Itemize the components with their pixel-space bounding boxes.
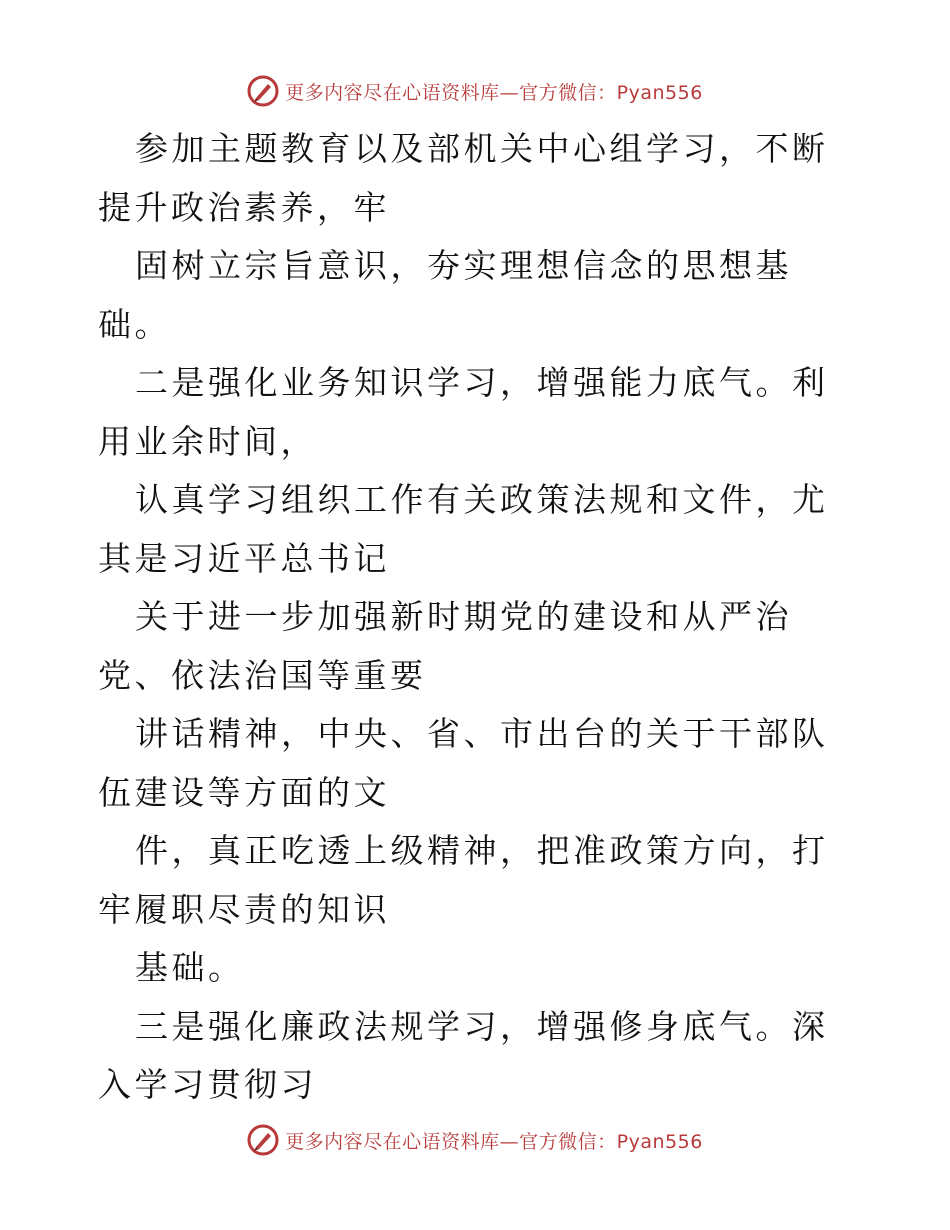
footer-banner (0, 1120, 950, 1160)
header-banner (0, 71, 950, 111)
footer-slogan: 更多内容尽在心语资料库—官方微信： (285, 1130, 617, 1153)
paragraph: 固树立宗旨意识，夯实理想信念的思想基础。 (98, 246, 792, 344)
paragraph: 二是强化业务知识学习，增强能力底气。利用业余时间， (98, 363, 829, 461)
pen-logo-icon (247, 1124, 279, 1156)
paragraph: 件，真正吃透上级精神，把准政策方向，打牢履职尽责的知识 (98, 831, 829, 929)
header-text (285, 78, 703, 105)
document-body (98, 120, 858, 1115)
paragraph: 认真学习组织工作有关政策法规和文件，尤其是习近平总书记 (98, 480, 829, 578)
header-slogan: 更多内容尽在心语资料库—官方微信： (285, 81, 617, 104)
paragraph: 关于进一步加强新时期党的建设和从严治党、依法治国等重要 (98, 597, 792, 695)
footer-text (285, 1127, 703, 1154)
paragraph: 参加主题教育以及部机关中心组学习，不断提升政治素养，牢 (98, 129, 829, 227)
footer-wechat-id: Pyan556 (616, 1130, 703, 1153)
pen-logo-icon (247, 75, 279, 107)
header-wechat-id: Pyan556 (616, 81, 703, 104)
paragraph: 基础。 (135, 948, 245, 987)
paragraph: 讲话精神，中央、省、市出台的关于干部队伍建设等方面的文 (98, 714, 829, 812)
paragraph: 三是强化廉政法规学习，增强修身底气。深入学习贯彻习 (98, 1006, 829, 1104)
